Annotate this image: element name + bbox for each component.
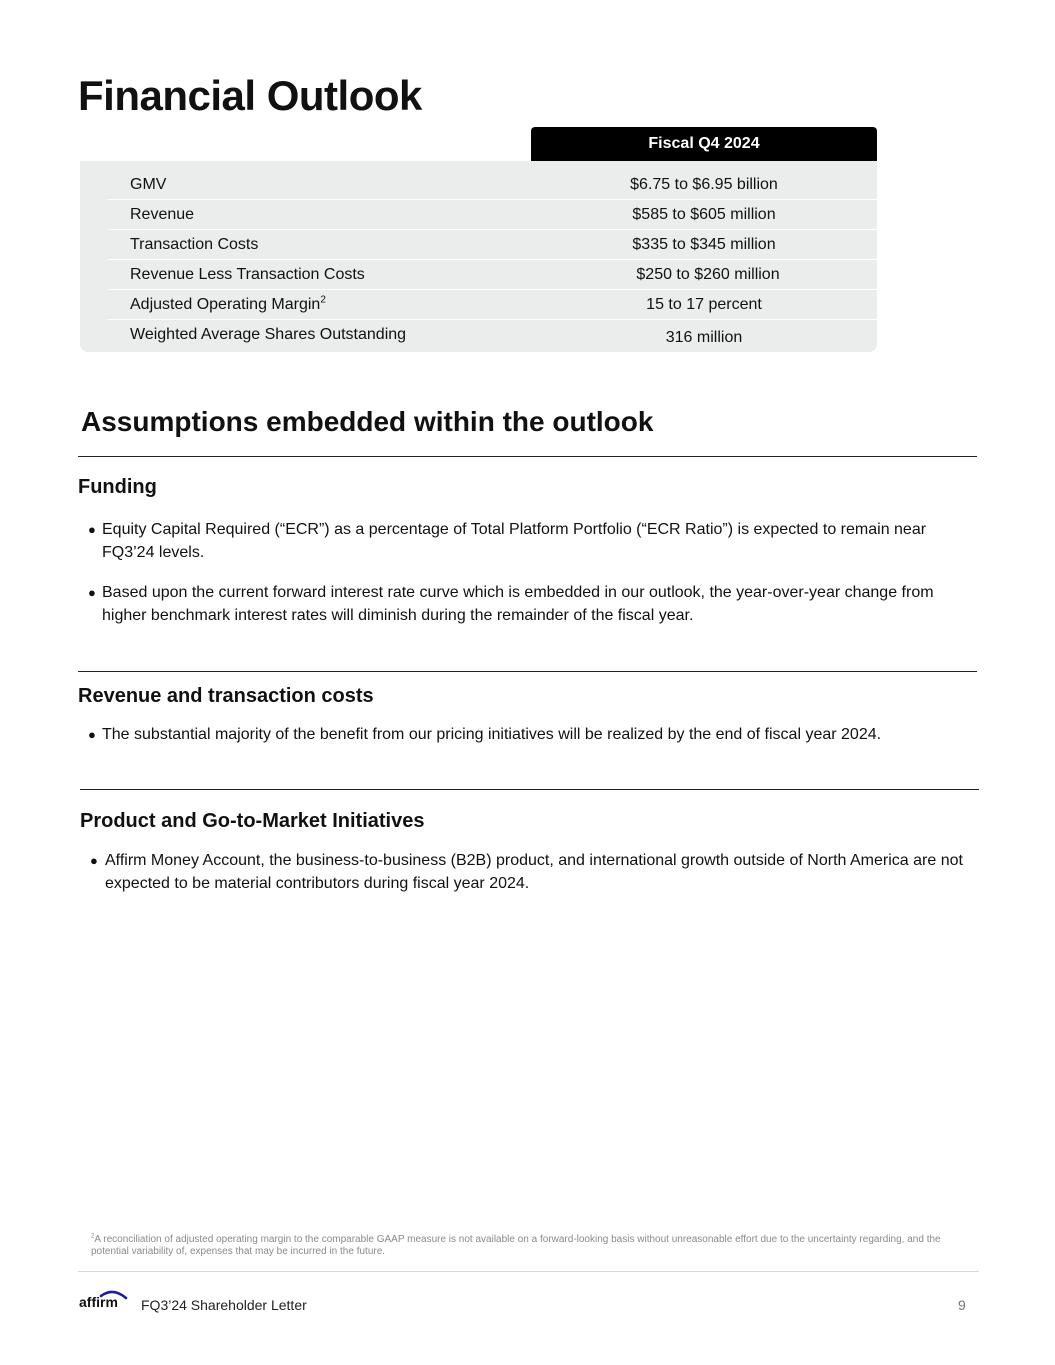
footnote-marker: 2 xyxy=(91,1233,95,1240)
list-item xyxy=(88,518,963,564)
table-row xyxy=(108,199,877,230)
page-number: 9 xyxy=(958,1297,966,1313)
metric-value: $335 to $345 million xyxy=(632,236,776,253)
footnote-text: A reconciliation of adjusted operating margin to the comparable GAAP measure is not available on a forward-looking basis without unreasonable effort due to the uncertainty regarding, and the potential variability of, expenses that may be incurred in the future. xyxy=(91,1234,941,1257)
metric-value: $6.75 to $6.95 billion xyxy=(630,176,778,193)
divider xyxy=(80,789,979,790)
list-item xyxy=(90,849,975,895)
funding-heading: Funding xyxy=(78,476,157,498)
logo-wordmark: affirm xyxy=(79,1294,118,1310)
table-column-header: Fiscal Q4 2024 xyxy=(531,127,877,161)
metric-label: Revenue Less Transaction Costs xyxy=(130,266,365,283)
assumptions-title: Assumptions embedded within the outlook xyxy=(81,406,654,437)
document-title: FQ3’24 Shareholder Letter xyxy=(141,1297,307,1313)
metric-value: 316 million xyxy=(665,329,743,346)
affirm-logo xyxy=(79,1289,129,1311)
bullet-text: Based upon the current forward interest rate curve which is embedded in our outlook, the year-over-year change from higher benchmark interest rates will diminish during the remainder of the fiscal year. xyxy=(102,584,934,624)
metric-value: 15 to 17 percent xyxy=(646,296,762,313)
table-row xyxy=(108,259,877,290)
divider xyxy=(78,456,977,457)
metric-label: Revenue xyxy=(130,206,195,223)
bullet-icon: ● xyxy=(90,853,98,868)
bullet-text: Affirm Money Account, the business-to-business (B2B) product, and international growth outside of North America are not expected to be material contributors during fiscal year 2024. xyxy=(105,852,963,892)
table-row xyxy=(108,229,877,260)
metric-label-text: Adjusted Operating Margin xyxy=(130,296,321,313)
page-title: Financial Outlook xyxy=(78,72,422,119)
table-row xyxy=(108,319,877,349)
revenue-heading: Revenue and transaction costs xyxy=(78,685,374,707)
metric-label: Transaction Costs xyxy=(130,236,259,253)
bullet-icon: ● xyxy=(88,727,96,742)
footer-divider xyxy=(78,1271,979,1272)
divider xyxy=(78,671,977,672)
table-row xyxy=(108,289,877,320)
metric-label: Weighted Average Shares Outstanding xyxy=(130,326,407,343)
bullet-text: The substantial majority of the benefit from our pricing initiatives will be realized by the end of fiscal year 2024. xyxy=(102,726,882,743)
list-item xyxy=(88,723,968,746)
bullet-icon: ● xyxy=(88,522,96,537)
list-item xyxy=(88,581,978,627)
footnote xyxy=(91,1234,961,1258)
metric-value: $585 to $605 million xyxy=(632,206,776,223)
metric-value: $250 to $260 million xyxy=(636,266,780,283)
footnote-marker: 2 xyxy=(320,294,326,306)
product-heading: Product and Go-to-Market Initiatives xyxy=(80,810,425,832)
table-row xyxy=(108,169,877,200)
bullet-icon: ● xyxy=(88,585,96,600)
bullet-text: Equity Capital Required (“ECR”) as a percentage of Total Platform Portfolio (“ECR Ratio”) is expected to remain near FQ3’24 levels. xyxy=(102,521,927,561)
outlook-table xyxy=(80,161,877,352)
metric-label: GMV xyxy=(130,176,167,193)
metric-label xyxy=(130,296,326,314)
